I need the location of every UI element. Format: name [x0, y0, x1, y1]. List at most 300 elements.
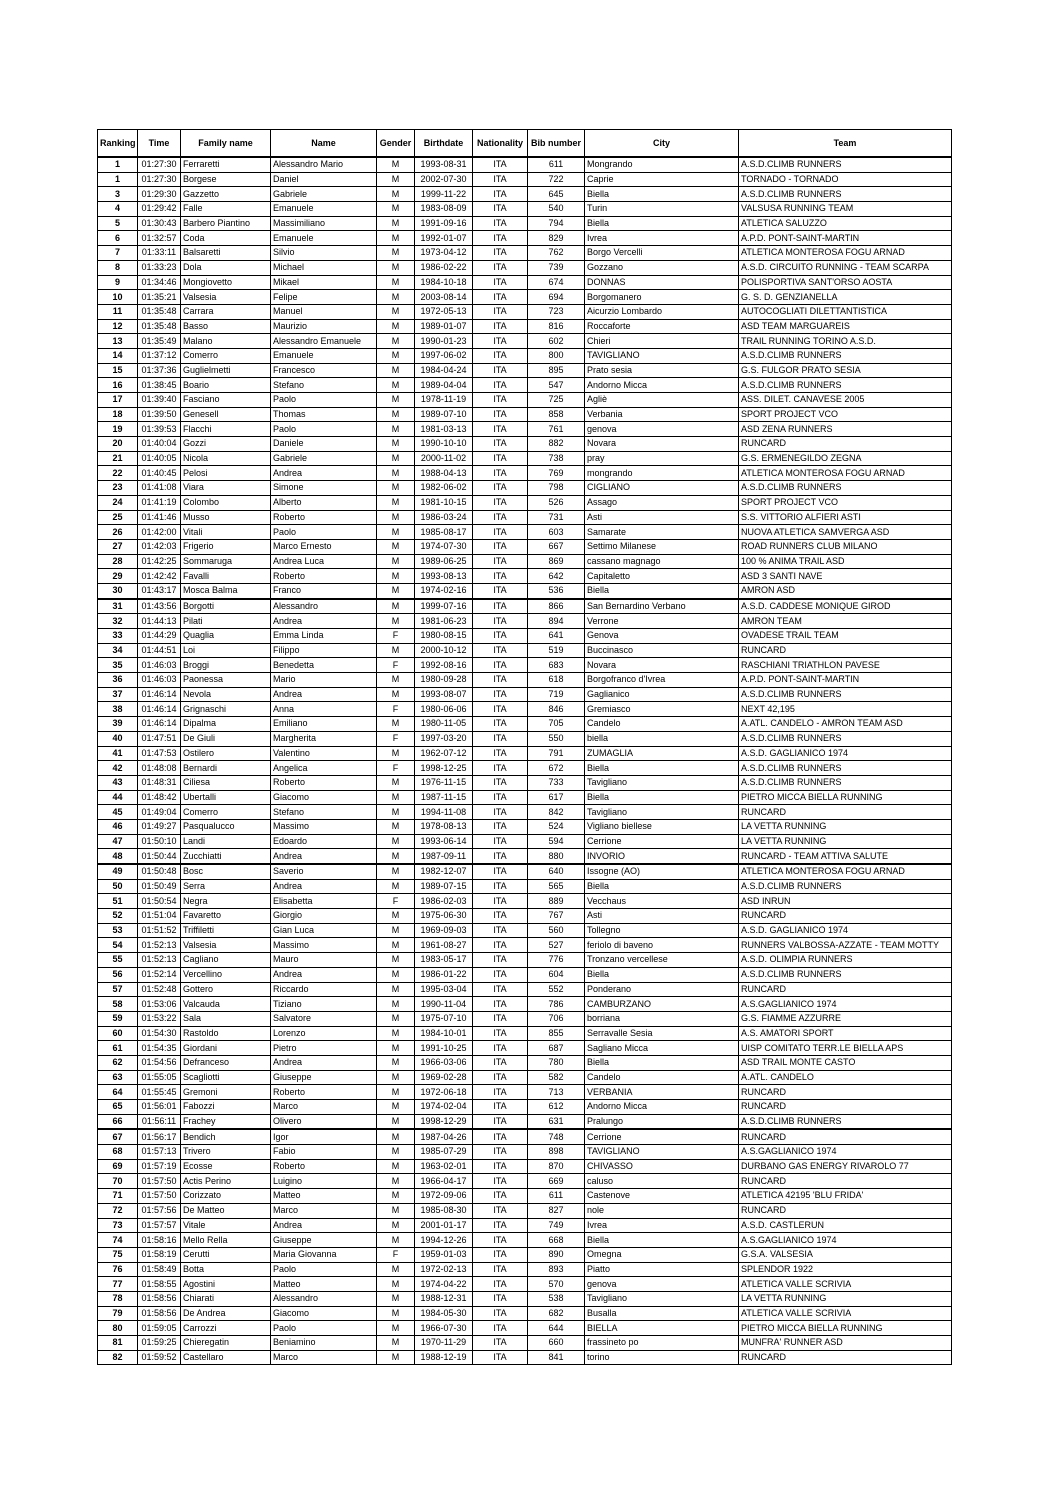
- birthdate-cell: 1962-07-12: [415, 746, 473, 761]
- gender-cell: M: [377, 1218, 415, 1233]
- ranking-cell: 16: [98, 378, 138, 393]
- gender-cell: M: [377, 1145, 415, 1160]
- city-cell: Aicurzio Lombardo: [585, 304, 739, 319]
- birthdate-cell: 1969-09-03: [415, 923, 473, 938]
- ranking-cell: 64: [98, 1085, 138, 1100]
- gender-cell: M: [377, 790, 415, 805]
- family-name-cell: Valsesia: [181, 938, 271, 953]
- table-row: [98, 1350, 952, 1365]
- ranking-cell: 5: [98, 216, 138, 231]
- birthdate-cell: 1991-10-25: [415, 1041, 473, 1056]
- ranking-cell: 72: [98, 1203, 138, 1218]
- birthdate-cell: 1988-12-19: [415, 1350, 473, 1365]
- team-cell: A.S.D. GAGLIANICO 1974: [739, 923, 952, 938]
- nationality-cell: ITA: [473, 202, 528, 217]
- table-row: [98, 304, 952, 319]
- team-cell: ATLETICA MONTEROSA FOGU ARNAD: [739, 864, 952, 879]
- table-row: [98, 1291, 952, 1306]
- birthdate-cell: 1985-08-30: [415, 1203, 473, 1218]
- team-cell: A.S.D.CLIMB RUNNERS: [739, 761, 952, 776]
- ranking-cell: 35: [98, 658, 138, 673]
- name-cell: Luigino: [271, 1174, 377, 1189]
- family-name-cell: Boario: [181, 378, 271, 393]
- birthdate-cell: 1966-04-17: [415, 1174, 473, 1189]
- nationality-cell: ITA: [473, 1070, 528, 1085]
- bib-number-cell: 683: [528, 658, 585, 673]
- table-row: [98, 407, 952, 422]
- table-row: [98, 643, 952, 658]
- time-cell: 01:54:35: [138, 1041, 181, 1056]
- time-cell: 01:46:14: [138, 717, 181, 732]
- family-name-cell: Gozzi: [181, 437, 271, 452]
- bib-number-cell: 536: [528, 583, 585, 598]
- name-cell: Igor: [271, 1129, 377, 1144]
- birthdate-cell: 1998-12-29: [415, 1114, 473, 1129]
- time-cell: 01:58:55: [138, 1277, 181, 1292]
- col-header-bib-number: Bib number: [528, 130, 585, 158]
- bib-number-cell: 786: [528, 997, 585, 1012]
- name-cell: Mario: [271, 673, 377, 688]
- team-cell: A.S.D.CLIMB RUNNERS: [739, 967, 952, 982]
- nationality-cell: ITA: [473, 879, 528, 894]
- nationality-cell: ITA: [473, 997, 528, 1012]
- table-row: [98, 422, 952, 437]
- col-header-family-name: Family name: [181, 130, 271, 158]
- team-cell: A.S.D.CLIMB RUNNERS: [739, 1114, 952, 1129]
- city-cell: Andorno Micca: [585, 1100, 739, 1115]
- time-cell: 01:52:48: [138, 982, 181, 997]
- city-cell: Vigliano biellese: [585, 819, 739, 834]
- gender-cell: M: [377, 466, 415, 481]
- name-cell: Marco: [271, 1203, 377, 1218]
- birthdate-cell: 1961-08-27: [415, 938, 473, 953]
- time-cell: 01:47:51: [138, 731, 181, 746]
- bib-number-cell: 674: [528, 275, 585, 290]
- time-cell: 01:44:13: [138, 614, 181, 629]
- birthdate-cell: 1976-11-15: [415, 775, 473, 790]
- birthdate-cell: 1993-08-07: [415, 687, 473, 702]
- ranking-cell: 44: [98, 790, 138, 805]
- bib-number-cell: 798: [528, 481, 585, 496]
- team-cell: A.P.D. PONT-SAINT-MARTIN: [739, 231, 952, 246]
- city-cell: Sagliano Micca: [585, 1041, 739, 1056]
- ranking-cell: 4: [98, 202, 138, 217]
- table-row: [98, 1026, 952, 1041]
- bib-number-cell: 749: [528, 1218, 585, 1233]
- ranking-cell: 11: [98, 304, 138, 319]
- ranking-cell: 1: [98, 157, 138, 172]
- nationality-cell: ITA: [473, 1247, 528, 1262]
- city-cell: genova: [585, 1277, 739, 1292]
- table-row: [98, 923, 952, 938]
- team-cell: A.ATL. CANDELO: [739, 1070, 952, 1085]
- table-row: [98, 938, 952, 953]
- ranking-cell: 60: [98, 1026, 138, 1041]
- family-name-cell: Gremoni: [181, 1085, 271, 1100]
- name-cell: Saverio: [271, 864, 377, 879]
- bib-number-cell: 618: [528, 673, 585, 688]
- city-cell: Turin: [585, 202, 739, 217]
- name-cell: Giuseppe: [271, 1233, 377, 1248]
- name-cell: Giacomo: [271, 1306, 377, 1321]
- nationality-cell: ITA: [473, 1129, 528, 1144]
- birthdate-cell: 1984-04-24: [415, 363, 473, 378]
- table-row: [98, 717, 952, 732]
- family-name-cell: Actis Perino: [181, 1174, 271, 1189]
- table-row: [98, 687, 952, 702]
- city-cell: Ponderano: [585, 982, 739, 997]
- team-cell: RUNCARD: [739, 643, 952, 658]
- col-header-birthdate: Birthdate: [415, 130, 473, 158]
- team-cell: SPLENDOR 1922: [739, 1262, 952, 1277]
- nationality-cell: ITA: [473, 909, 528, 924]
- bib-number-cell: 829: [528, 231, 585, 246]
- city-cell: Biella: [585, 216, 739, 231]
- city-cell: Agliè: [585, 393, 739, 408]
- team-cell: S.S. VITTORIO ALFIERI ASTI: [739, 510, 952, 525]
- family-name-cell: Borgese: [181, 172, 271, 187]
- time-cell: 01:57:19: [138, 1159, 181, 1174]
- birthdate-cell: 1973-04-12: [415, 246, 473, 261]
- nationality-cell: ITA: [473, 864, 528, 879]
- table-row: [98, 1247, 952, 1262]
- birthdate-cell: 1981-10-15: [415, 495, 473, 510]
- nationality-cell: ITA: [473, 953, 528, 968]
- nationality-cell: ITA: [473, 717, 528, 732]
- time-cell: 01:48:42: [138, 790, 181, 805]
- bib-number-cell: 841: [528, 1350, 585, 1365]
- ranking-cell: 45: [98, 805, 138, 820]
- family-name-cell: Landi: [181, 834, 271, 849]
- gender-cell: M: [377, 583, 415, 598]
- birthdate-cell: 2002-07-30: [415, 172, 473, 187]
- time-cell: 01:42:00: [138, 525, 181, 540]
- table-row: [98, 393, 952, 408]
- table-row: [98, 849, 952, 864]
- bib-number-cell: 687: [528, 1041, 585, 1056]
- gender-cell: M: [377, 614, 415, 629]
- table-row: [98, 834, 952, 849]
- family-name-cell: Colombo: [181, 495, 271, 510]
- city-cell: Ivrea: [585, 1218, 739, 1233]
- bib-number-cell: 739: [528, 260, 585, 275]
- gender-cell: M: [377, 879, 415, 894]
- family-name-cell: Rastoldo: [181, 1026, 271, 1041]
- city-cell: Busalla: [585, 1306, 739, 1321]
- family-name-cell: Bosc: [181, 864, 271, 879]
- family-name-cell: Loi: [181, 643, 271, 658]
- birthdate-cell: 1969-02-28: [415, 1070, 473, 1085]
- birthdate-cell: 1989-04-04: [415, 378, 473, 393]
- gender-cell: M: [377, 202, 415, 217]
- team-cell: RUNCARD: [739, 1129, 952, 1144]
- birthdate-cell: 1990-01-23: [415, 334, 473, 349]
- gender-cell: M: [377, 1159, 415, 1174]
- table-row: [98, 510, 952, 525]
- time-cell: 01:54:56: [138, 1055, 181, 1070]
- time-cell: 01:35:48: [138, 304, 181, 319]
- nationality-cell: ITA: [473, 378, 528, 393]
- birthdate-cell: 1975-07-10: [415, 1011, 473, 1026]
- team-cell: PIETRO MICCA BIELLA RUNNING: [739, 1321, 952, 1336]
- time-cell: 01:42:25: [138, 554, 181, 569]
- nationality-cell: ITA: [473, 687, 528, 702]
- time-cell: 01:30:43: [138, 216, 181, 231]
- nationality-cell: ITA: [473, 614, 528, 629]
- bib-number-cell: 538: [528, 1291, 585, 1306]
- gender-cell: M: [377, 422, 415, 437]
- nationality-cell: ITA: [473, 583, 528, 598]
- gender-cell: M: [377, 1203, 415, 1218]
- table-row: [98, 1203, 952, 1218]
- bib-number-cell: 669: [528, 1174, 585, 1189]
- table-row: [98, 953, 952, 968]
- team-cell: ATLETICA MONTEROSA FOGU ARNAD: [739, 466, 952, 481]
- bib-number-cell: 644: [528, 1321, 585, 1336]
- birthdate-cell: 1998-12-25: [415, 761, 473, 776]
- name-cell: Roberto: [271, 1085, 377, 1100]
- gender-cell: M: [377, 187, 415, 202]
- birthdate-cell: 1986-01-22: [415, 967, 473, 982]
- family-name-cell: Trivero: [181, 1145, 271, 1160]
- name-cell: Roberto: [271, 775, 377, 790]
- birthdate-cell: 1981-03-13: [415, 422, 473, 437]
- city-cell: Asti: [585, 510, 739, 525]
- table-row: [98, 187, 952, 202]
- city-cell: feriolo di baveno: [585, 938, 739, 953]
- birthdate-cell: 1984-05-30: [415, 1306, 473, 1321]
- family-name-cell: Carrozzi: [181, 1321, 271, 1336]
- time-cell: 01:46:03: [138, 658, 181, 673]
- name-cell: Anna: [271, 702, 377, 717]
- gender-cell: M: [377, 1055, 415, 1070]
- bib-number-cell: 617: [528, 790, 585, 805]
- birthdate-cell: 1980-09-28: [415, 673, 473, 688]
- gender-cell: M: [377, 393, 415, 408]
- nationality-cell: ITA: [473, 569, 528, 584]
- family-name-cell: Malano: [181, 334, 271, 349]
- gender-cell: M: [377, 1336, 415, 1351]
- nationality-cell: ITA: [473, 1218, 528, 1233]
- gender-cell: M: [377, 1291, 415, 1306]
- name-cell: Alessandro Mario: [271, 157, 377, 172]
- time-cell: 01:53:22: [138, 1011, 181, 1026]
- ranking-cell: 26: [98, 525, 138, 540]
- gender-cell: M: [377, 1321, 415, 1336]
- name-cell: Alessandro Emanuele: [271, 334, 377, 349]
- ranking-cell: 17: [98, 393, 138, 408]
- ranking-cell: 33: [98, 629, 138, 644]
- ranking-cell: 7: [98, 246, 138, 261]
- col-header-name: Name: [271, 130, 377, 158]
- name-cell: Stefano: [271, 805, 377, 820]
- city-cell: Tavigliano: [585, 775, 739, 790]
- table-row: [98, 819, 952, 834]
- nationality-cell: ITA: [473, 673, 528, 688]
- team-cell: ASD INRUN: [739, 894, 952, 909]
- city-cell: Capitaletto: [585, 569, 739, 584]
- city-cell: genova: [585, 422, 739, 437]
- city-cell: CAMBURZANO: [585, 997, 739, 1012]
- table-row: [98, 1189, 952, 1204]
- family-name-cell: Musso: [181, 510, 271, 525]
- table-row: [98, 495, 952, 510]
- time-cell: 01:37:12: [138, 348, 181, 363]
- ranking-cell: 47: [98, 834, 138, 849]
- time-cell: 01:44:51: [138, 643, 181, 658]
- team-cell: ATLETICA VALLE SCRIVIA: [739, 1306, 952, 1321]
- team-cell: A.S.D.CLIMB RUNNERS: [739, 775, 952, 790]
- bib-number-cell: 611: [528, 1189, 585, 1204]
- nationality-cell: ITA: [473, 1011, 528, 1026]
- table-row: [98, 1277, 952, 1292]
- table-row: [98, 231, 952, 246]
- birthdate-cell: 1987-11-15: [415, 790, 473, 805]
- table-row: [98, 216, 952, 231]
- name-cell: Alberto: [271, 495, 377, 510]
- gender-cell: F: [377, 761, 415, 776]
- birthdate-cell: 1986-03-24: [415, 510, 473, 525]
- table-row: [98, 599, 952, 614]
- nationality-cell: ITA: [473, 407, 528, 422]
- city-cell: borriana: [585, 1011, 739, 1026]
- table-row: [98, 1070, 952, 1085]
- table-row: [98, 775, 952, 790]
- bib-number-cell: 672: [528, 761, 585, 776]
- city-cell: caluso: [585, 1174, 739, 1189]
- birthdate-cell: 1989-07-15: [415, 879, 473, 894]
- time-cell: 01:56:17: [138, 1129, 181, 1144]
- time-cell: 01:58:56: [138, 1291, 181, 1306]
- birthdate-cell: 1985-07-29: [415, 1145, 473, 1160]
- bib-number-cell: 641: [528, 629, 585, 644]
- gender-cell: M: [377, 717, 415, 732]
- table-row: [98, 172, 952, 187]
- bib-number-cell: 594: [528, 834, 585, 849]
- team-cell: RUNCARD: [739, 1203, 952, 1218]
- nationality-cell: ITA: [473, 643, 528, 658]
- results-table: [97, 129, 952, 1365]
- gender-cell: M: [377, 673, 415, 688]
- nationality-cell: ITA: [473, 982, 528, 997]
- nationality-cell: ITA: [473, 1321, 528, 1336]
- time-cell: 01:43:56: [138, 599, 181, 614]
- family-name-cell: Carrara: [181, 304, 271, 319]
- time-cell: 01:34:46: [138, 275, 181, 290]
- ranking-cell: 65: [98, 1100, 138, 1115]
- birthdate-cell: 1994-11-08: [415, 805, 473, 820]
- ranking-cell: 39: [98, 717, 138, 732]
- name-cell: Lorenzo: [271, 1026, 377, 1041]
- time-cell: 01:35:49: [138, 334, 181, 349]
- nationality-cell: ITA: [473, 658, 528, 673]
- bib-number-cell: 738: [528, 451, 585, 466]
- nationality-cell: ITA: [473, 393, 528, 408]
- col-header-team: Team: [739, 130, 952, 158]
- birthdate-cell: 1987-04-26: [415, 1129, 473, 1144]
- bib-number-cell: 612: [528, 1100, 585, 1115]
- birthdate-cell: 1997-03-20: [415, 731, 473, 746]
- bib-number-cell: 723: [528, 304, 585, 319]
- name-cell: Simone: [271, 481, 377, 496]
- bib-number-cell: 582: [528, 1070, 585, 1085]
- table-row: [98, 614, 952, 629]
- gender-cell: M: [377, 1350, 415, 1365]
- nationality-cell: ITA: [473, 495, 528, 510]
- nationality-cell: ITA: [473, 466, 528, 481]
- team-cell: ATLETICA MONTEROSA FOGU ARNAD: [739, 246, 952, 261]
- name-cell: Maurizio: [271, 319, 377, 334]
- gender-cell: F: [377, 894, 415, 909]
- bib-number-cell: 722: [528, 172, 585, 187]
- table-row: [98, 1085, 952, 1100]
- time-cell: 01:29:30: [138, 187, 181, 202]
- team-cell: ATLETICA 42195 'BLU FRIDA': [739, 1189, 952, 1204]
- birthdate-cell: 1972-05-13: [415, 304, 473, 319]
- city-cell: biella: [585, 731, 739, 746]
- nationality-cell: ITA: [473, 1262, 528, 1277]
- time-cell: 01:44:29: [138, 629, 181, 644]
- ranking-cell: 13: [98, 334, 138, 349]
- family-name-cell: Pasqualucco: [181, 819, 271, 834]
- team-cell: POLISPORTIVA SANT'ORSO AOSTA: [739, 275, 952, 290]
- time-cell: 01:41:08: [138, 481, 181, 496]
- team-cell: RUNNERS VALBOSSA-AZZATE - TEAM MOTTY: [739, 938, 952, 953]
- table-row: [98, 348, 952, 363]
- family-name-cell: Favaretto: [181, 909, 271, 924]
- gender-cell: M: [377, 687, 415, 702]
- ranking-cell: 22: [98, 466, 138, 481]
- family-name-cell: Comerro: [181, 805, 271, 820]
- bib-number-cell: 890: [528, 1247, 585, 1262]
- team-cell: A.ATL. CANDELO - AMRON TEAM ASD: [739, 717, 952, 732]
- nationality-cell: ITA: [473, 849, 528, 864]
- table-row: [98, 334, 952, 349]
- city-cell: Tronzano vercellese: [585, 953, 739, 968]
- table-row: [98, 1041, 952, 1056]
- name-cell: Marco: [271, 1350, 377, 1365]
- nationality-cell: ITA: [473, 599, 528, 614]
- team-cell: AMRON TEAM: [739, 614, 952, 629]
- time-cell: 01:57:57: [138, 1218, 181, 1233]
- table-row: [98, 1233, 952, 1248]
- city-cell: Gozzano: [585, 260, 739, 275]
- city-cell: TAVIGLIANO: [585, 1145, 739, 1160]
- name-cell: Gabriele: [271, 187, 377, 202]
- city-cell: Cerrione: [585, 1129, 739, 1144]
- gender-cell: M: [377, 525, 415, 540]
- team-cell: A.S.GAGLIANICO 1974: [739, 997, 952, 1012]
- ranking-cell: 15: [98, 363, 138, 378]
- gender-cell: M: [377, 319, 415, 334]
- name-cell: Andrea: [271, 967, 377, 982]
- team-cell: VALSUSA RUNNING TEAM: [739, 202, 952, 217]
- bib-number-cell: 866: [528, 599, 585, 614]
- time-cell: 01:33:11: [138, 246, 181, 261]
- table-row: [98, 539, 952, 554]
- bib-number-cell: 642: [528, 569, 585, 584]
- nationality-cell: ITA: [473, 1159, 528, 1174]
- bib-number-cell: 526: [528, 495, 585, 510]
- team-cell: DURBANO GAS ENERGY RIVAROLO 77: [739, 1159, 952, 1174]
- ranking-cell: 21: [98, 451, 138, 466]
- time-cell: 01:50:49: [138, 879, 181, 894]
- team-cell: A.P.D. PONT-SAINT-MARTIN: [739, 673, 952, 688]
- bib-number-cell: 889: [528, 894, 585, 909]
- gender-cell: M: [377, 849, 415, 864]
- nationality-cell: ITA: [473, 702, 528, 717]
- table-row: [98, 1114, 952, 1129]
